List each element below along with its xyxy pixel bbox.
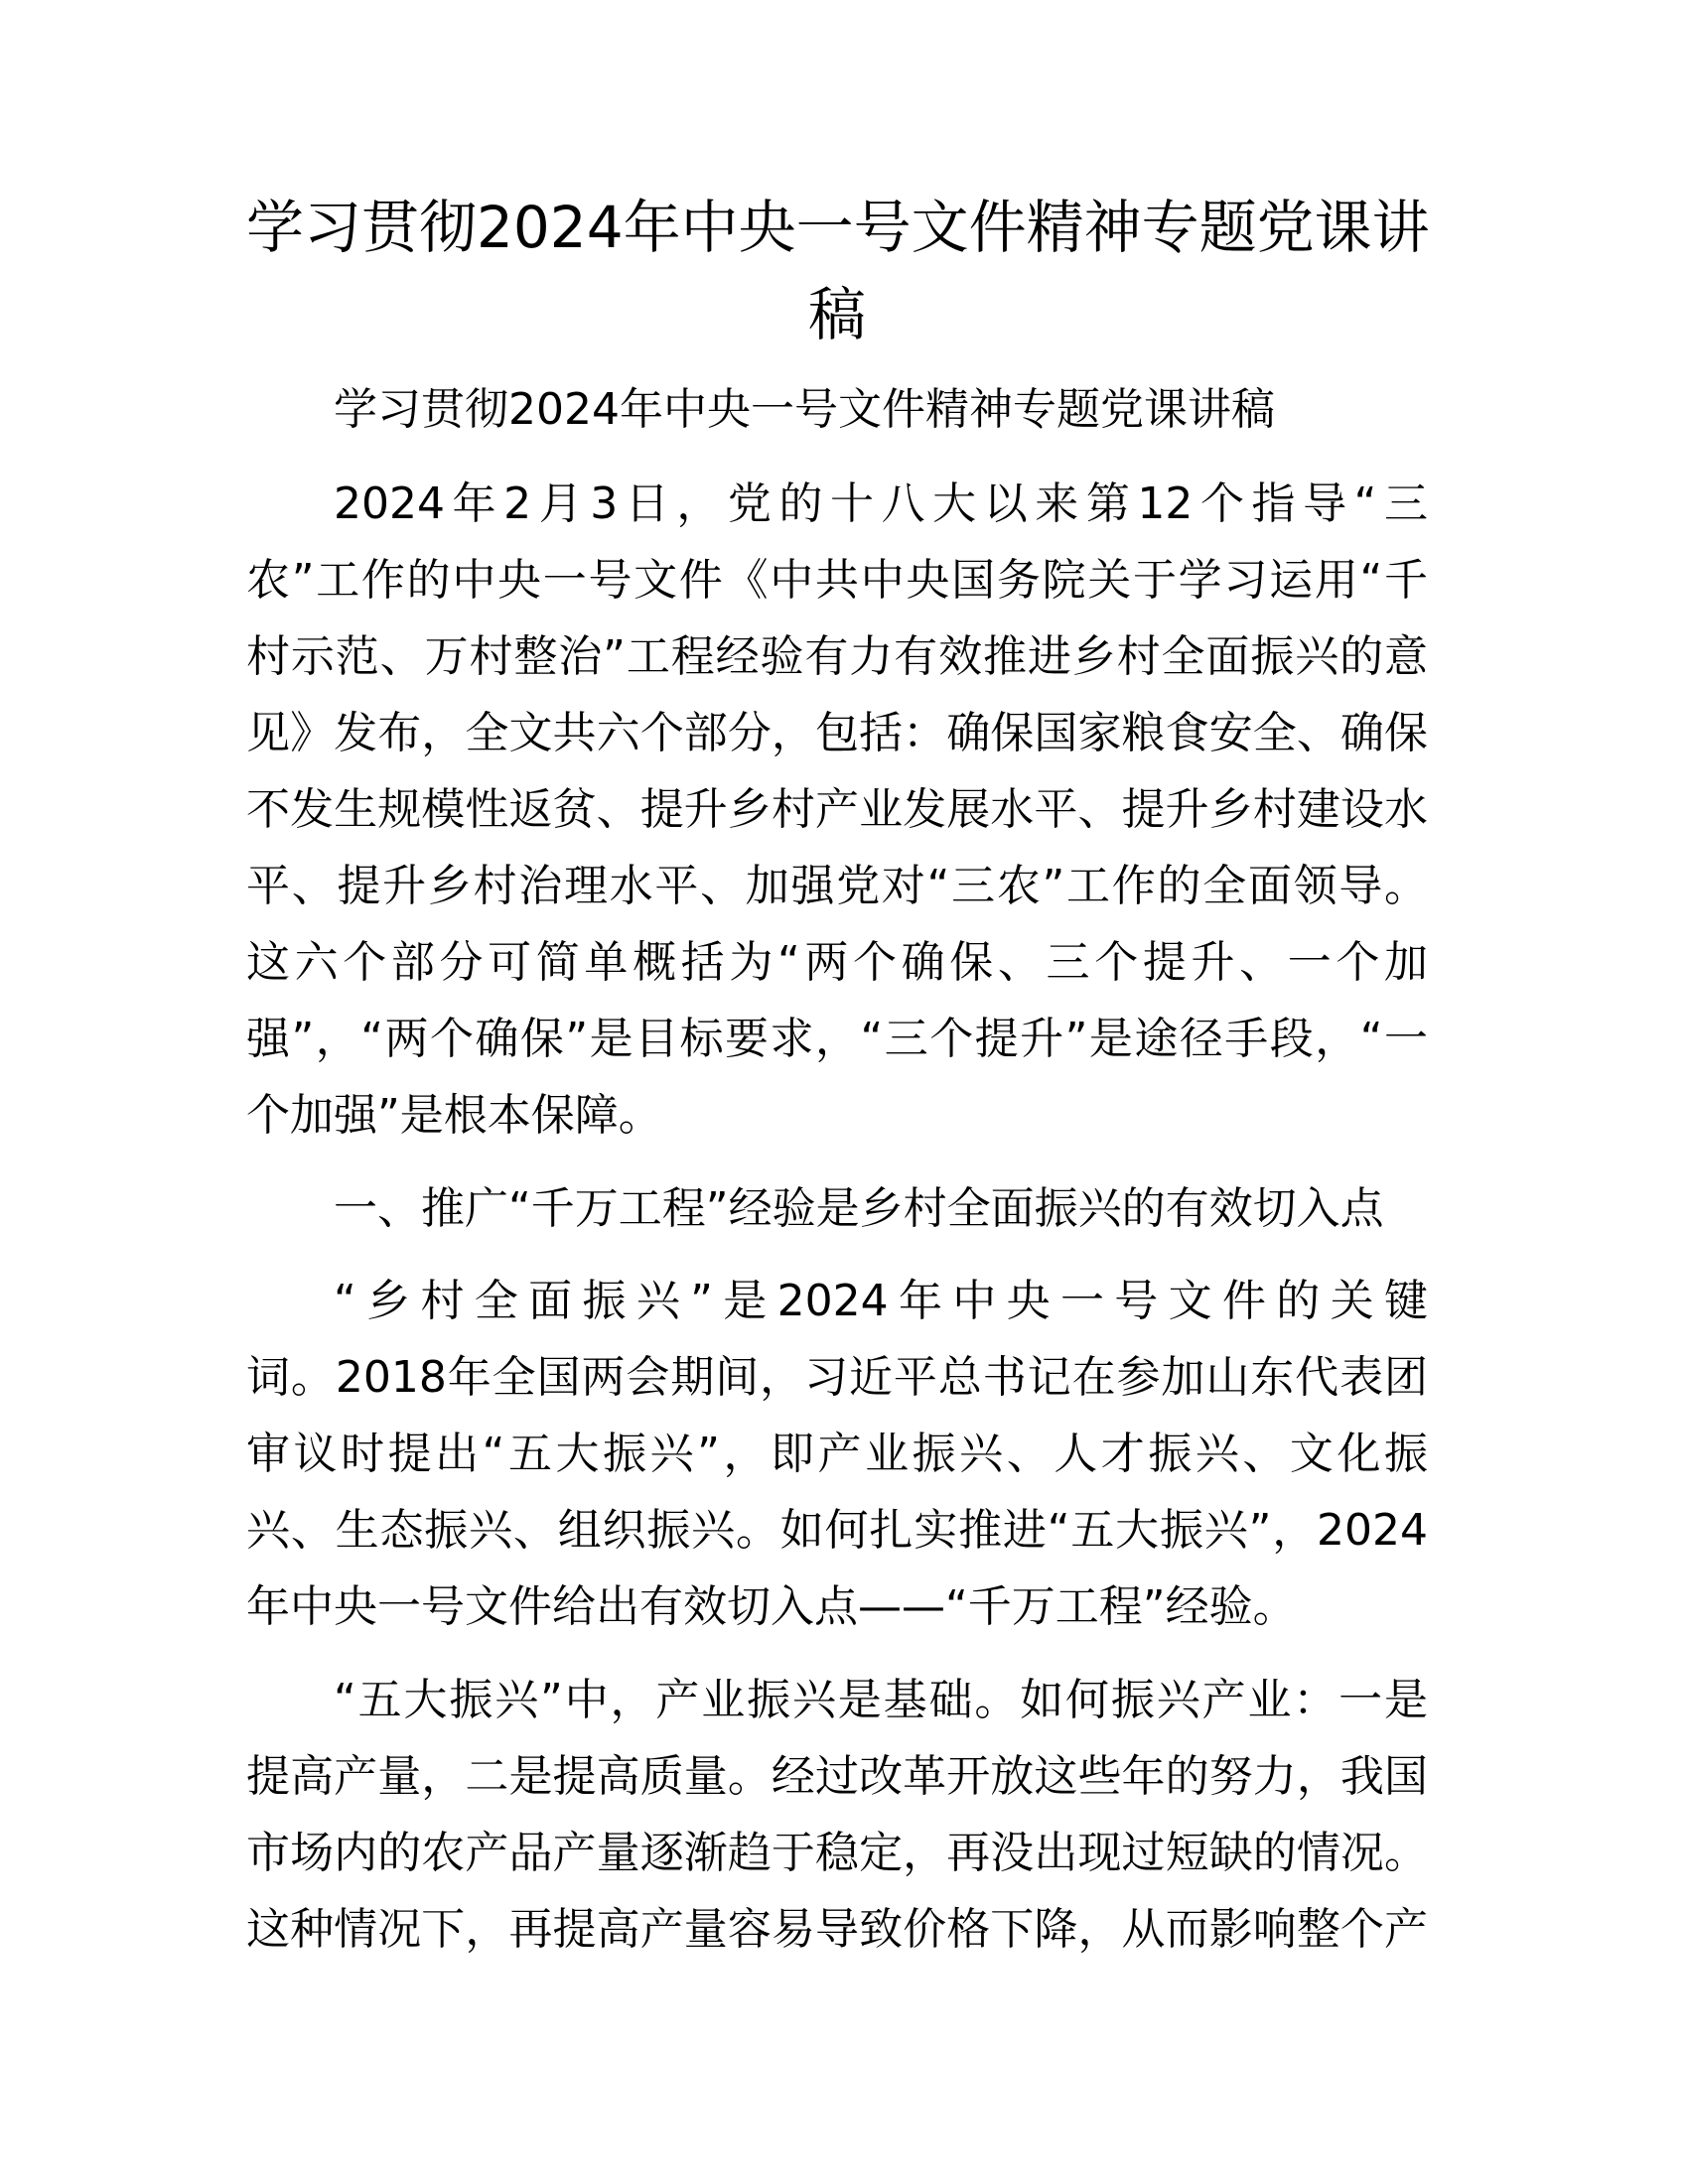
paragraph-line: 平、提升乡村治理水平、加强党对“三农”工作的全面领导。 <box>246 861 1428 911</box>
subtitle <box>246 371 1428 448</box>
paragraph-line: “乡村全面振兴”是2024年中央一号文件的关键 <box>334 1276 1428 1326</box>
paragraph-line: “五大振兴”中，产业振兴是基础。如何振兴产业：一是 <box>334 1675 1428 1725</box>
paragraph-line: 农”工作的中央一号文件《中共中央国务院关于学习运用“千 <box>246 555 1428 606</box>
subtitle-text: 学习贯彻2024年中央一号文件精神专题党课讲稿 <box>334 384 1275 435</box>
paragraph-line: 兴、生态振兴、组织振兴。如何扎实推进“五大振兴”，2024 <box>246 1505 1428 1556</box>
paragraph-line: 市场内的农产品产量逐渐趋于稳定，再没出现过短缺的情况。 <box>246 1828 1428 1878</box>
paragraph-line: 提高产量，二是提高质量。经过改革开放这些年的努力，我国 <box>246 1751 1428 1802</box>
paragraph-line: 不发生规模性返贫、提升乡村产业发展水平、提升乡村建设水 <box>246 784 1428 835</box>
document-title <box>246 184 1428 358</box>
section-heading <box>246 1170 1428 1247</box>
paragraph-line: 村示范、万村整治”工程经验有力有效推进乡村全面振兴的意 <box>246 631 1428 682</box>
paragraph-intro <box>246 466 1428 1154</box>
paragraph-line: 这六个部分可简单概括为“两个确保、三个提升、一个加 <box>246 937 1428 988</box>
paragraph-line: 个加强”是根本保障。 <box>246 1090 662 1141</box>
paragraph-line: 见》发布，全文共六个部分，包括：确保国家粮食安全、确保 <box>246 708 1428 758</box>
paragraph-line: 词。2018年全国两会期间，习近平总书记在参加山东代表团 <box>246 1352 1428 1403</box>
paragraph-line: 审议时提出“五大振兴”，即产业振兴、人才振兴、文化振 <box>246 1429 1428 1479</box>
paragraph-line: 这种情况下，再提高产量容易导致价格下降，从而影响整个产 <box>246 1904 1428 1955</box>
paragraph-line: 年中央一号文件给出有效切入点——“千万工程”经验。 <box>246 1581 1297 1632</box>
paragraph-rural-revitalization <box>246 1263 1428 1645</box>
title-line: 稿 <box>807 281 866 348</box>
title-line: 学习贯彻2024年中央一号文件精神专题党课讲 <box>246 194 1430 261</box>
paragraph-line: 强”，“两个确保”是目标要求，“三个提升”是途径手段，“一 <box>246 1014 1428 1064</box>
paragraph-line: 2024年2月3日，党的十八大以来第12个指导“三 <box>334 478 1428 529</box>
paragraph-industry <box>246 1662 1428 1968</box>
section-heading-text: 一、推广“千万工程”经验是乡村全面振兴的有效切入点 <box>334 1183 1384 1234</box>
